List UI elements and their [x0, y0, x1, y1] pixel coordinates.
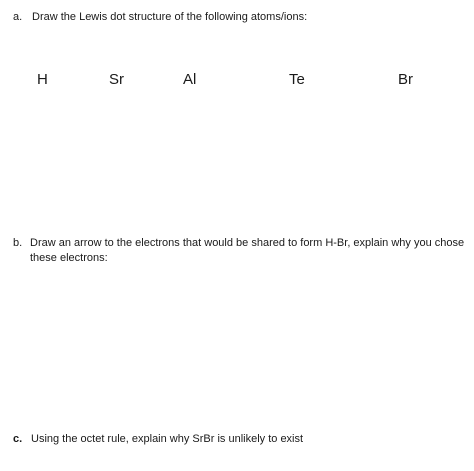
- question-b-text: Draw an arrow to the electrons that would be shared to form H-Br, explain why you chose these electrons:: [30, 237, 465, 264]
- atom-symbol-br: Br: [398, 71, 413, 88]
- question-c-text: Using the octet rule, explain why SrBr is unlikely to exist: [31, 433, 304, 445]
- atom-symbol-h: H: [37, 71, 48, 88]
- question-c-marker: c.: [13, 433, 23, 445]
- question-a-text: Draw the Lewis dot structure of the following atoms/ions:: [32, 11, 308, 23]
- question-a-marker: a.: [13, 11, 23, 23]
- atom-symbol-te: Te: [289, 71, 305, 88]
- atom-symbol-sr: Sr: [109, 71, 124, 88]
- question-b-marker: b.: [13, 237, 23, 249]
- atom-symbol-al: Al: [183, 71, 197, 88]
